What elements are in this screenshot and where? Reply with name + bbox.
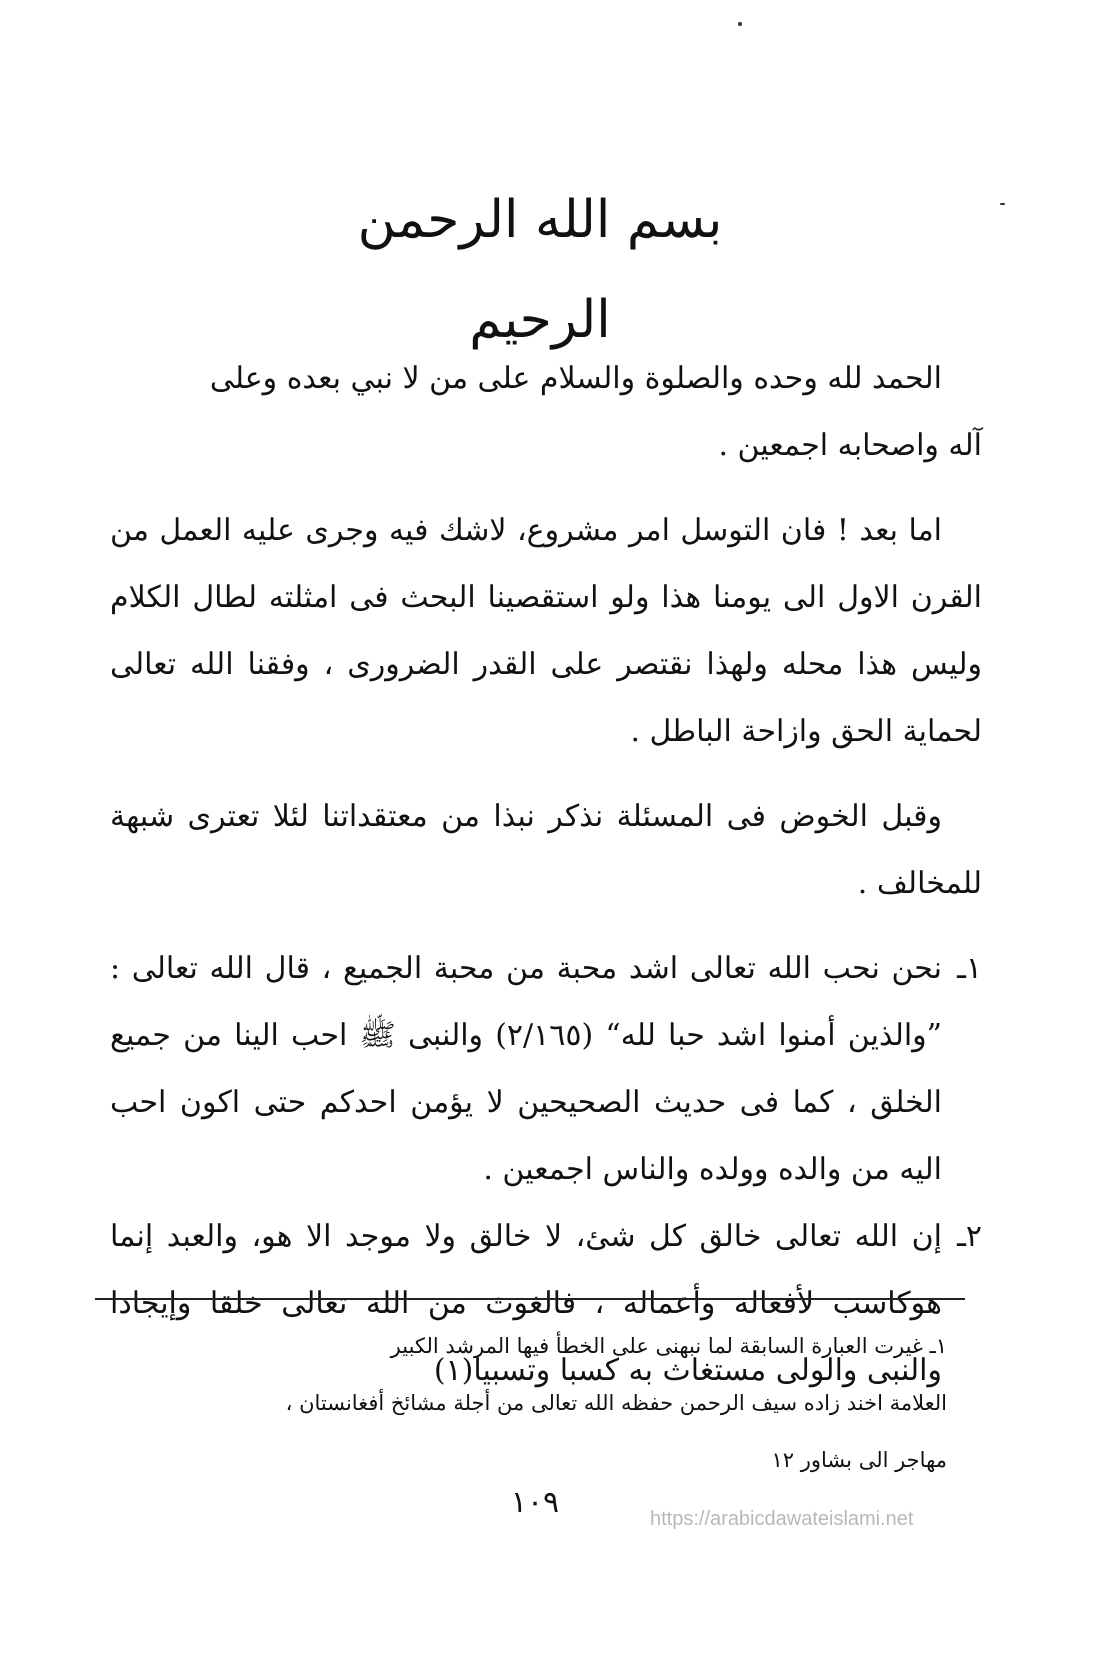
scan-speck bbox=[1000, 203, 1005, 205]
list-item-text: نحن نحب الله تعالى اشد محبة من محبة الجميع ، قال الله تعالى : ”والذين أمنوا اشد حبا لله“ (٢/١٦٥) والنبى ﷺ احب الينا من جميع الخلق ، كما فى حديث الصحيحين لا يؤمن احدكم حتى اكون احب اليه من والده وولده والناس اجمعين . bbox=[110, 951, 943, 1187]
scan-speck bbox=[738, 22, 742, 26]
paragraph-2: وقبل الخوض فى المسئلة نذكر نبذا من معتقداتنا لئلا تعترى شبهة للمخالف . bbox=[110, 799, 982, 901]
footnote-separator bbox=[95, 1298, 965, 1300]
basmala-heading: بسم الله الرحمن الرحيم bbox=[357, 190, 723, 350]
list-item-number: ٢ـ bbox=[957, 1219, 982, 1254]
list-item bbox=[110, 935, 982, 1203]
intro-line-2: آله واصحابه اجمعين . bbox=[718, 428, 982, 463]
footnote-line-1: ١ـ غيرت العبارة السابقة لما نبهنى على الخطأ فيها المرشد الكبير bbox=[390, 1334, 947, 1358]
main-text bbox=[110, 345, 982, 1404]
watermark-url: https://arabicdawateislami.net bbox=[650, 1508, 914, 1530]
list-item-text: إن الله تعالى خالق كل شئ، لا خالق ولا موجد الا هو، والعبد إنما هوكاسب لأفعاله وأعماله ، فالغوث من الله تعالى خلقا وإيجادا والنبى والولى مستغاث به كسبا وتسبيا(١) bbox=[110, 1219, 942, 1388]
footnote-line-2: العلامة اخند زاده سيف الرحمن حفظه الله تعالى من أجلة مشائخ أفغانستان ، bbox=[285, 1391, 947, 1415]
intro-line-1: الحمد لله وحده والصلوة والسلام على من لا نبي بعده وعلى bbox=[209, 361, 942, 396]
footnote bbox=[110, 1318, 947, 1489]
footnote-line-3: مهاجر الى بشاور ١٢ bbox=[771, 1448, 947, 1472]
list-item-number: ١ـ bbox=[957, 951, 982, 986]
paragraph-1: اما بعد ! فان التوسل امر مشروع، لاشك فيه وجرى عليه العمل من القرن الاول الى يومنا هذا ولو استقصينا البحث فى امثلته لطال الكلام وليس هذا محله ولهذا نقتصر على القدر الضرورى ، وفقنا الله تعالى لحماية الحق وازاحة الباطل . bbox=[110, 513, 982, 749]
page-number: ١٠٩ bbox=[510, 1485, 560, 1520]
